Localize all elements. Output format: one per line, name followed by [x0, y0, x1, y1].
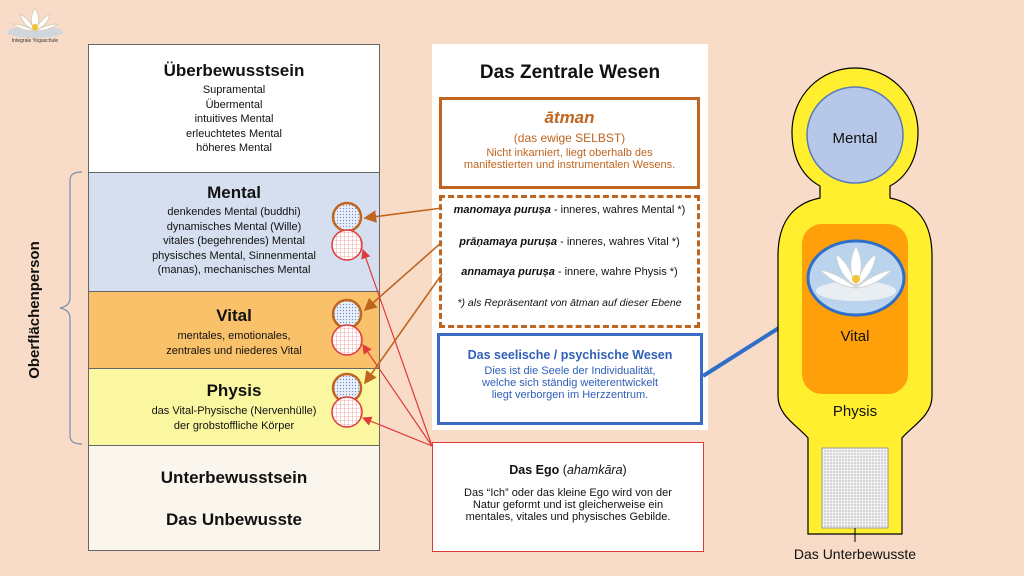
layer-line: vitales (begehrendes) Mental [163, 235, 305, 247]
ego-title: Das Ego (ahamkāra) [509, 463, 627, 477]
logo-caption: Integrale Yogaschule [11, 38, 59, 44]
purusha-desc: - inneres, wahres Vital *) [557, 236, 680, 248]
ego-line: mentales, vitales und physisches Gebilde. [465, 511, 671, 523]
layer-title-unbewusste: Das Unbewusste [165, 510, 303, 529]
seele-title: Das seelische / psychische Wesen [467, 348, 673, 362]
layer-line: erleuchtetes Mental [186, 127, 282, 140]
layer-line: physisches Mental, Sinnenmental [152, 249, 316, 262]
arrow-ego-mental [363, 250, 432, 446]
seele-line: Dies ist die Seele der Individualität, [484, 365, 656, 377]
layer-line: (manas), mechanisches Mental [157, 264, 311, 276]
figure-caption: Das Unterbewusste [793, 546, 917, 562]
purusha-desc: - inneres, wahres Mental *) [550, 204, 686, 216]
layer-line: Supramental [202, 84, 266, 96]
arrow-vital-purusha [365, 242, 442, 310]
ego-title-italic: ahamkāra [566, 463, 623, 477]
atman-title: ātman [544, 108, 595, 127]
layer-title: Überbewusstsein [163, 61, 305, 80]
layer-line: Übermental [205, 98, 263, 111]
mental-circles [332, 203, 362, 260]
layer-line: intuitives Mental [194, 113, 274, 125]
side-label: Oberflächenperson [26, 241, 43, 379]
ego-line: Natur geformt und ist gleicherweise ein [472, 499, 664, 511]
panel-title: Das Zentrale Wesen [479, 62, 661, 83]
figure-physis-label: Physis [832, 403, 878, 420]
layer-line: der grobstoffliche Körper [173, 419, 295, 432]
layer-title-unterbewusstsein: Unterbewusstsein [160, 468, 308, 487]
vital-circles [332, 300, 362, 355]
figure-mental-label: Mental [832, 130, 878, 147]
ego-title-text: Das Ego [509, 463, 560, 477]
purusha-term: manomaya puruṣa [453, 204, 551, 216]
arrow-ego-vital [363, 345, 432, 446]
layer-title: Physis [206, 381, 262, 400]
physis-circles [332, 374, 362, 427]
purusha-desc: - innere, wahre Physis *) [554, 266, 678, 278]
layer-line: das Vital-Physische (Nervenhülle) [151, 405, 317, 417]
arrow-ego-physis [363, 418, 432, 446]
unterbewusste-region [822, 448, 888, 528]
figure-vital-label: Vital [840, 328, 870, 345]
purusha-term: prāṇamaya puruṣa [459, 236, 558, 248]
atman-line: manifestierten und instrumentalen Wesens. [463, 159, 676, 171]
layer-line: denkendes Mental (buddhi) [167, 206, 301, 218]
layer-line: dynamisches Mental (Wille) [166, 220, 302, 233]
ego-line: Das “Ich” oder das kleine Ego wird von der [464, 487, 672, 499]
seele-line: welche sich ständig weiterentwickelt [481, 377, 659, 389]
layer-line: höheres Mental [196, 142, 272, 154]
atman-line: Nicht inkarniert, liegt oberhalb des [486, 147, 653, 159]
purusha-term: annamaya puruṣa [461, 266, 555, 278]
layer-title: Vital [216, 306, 252, 325]
lotus-icon [808, 241, 904, 315]
arrow-mental-purusha [365, 208, 442, 218]
atman-subtitle: (das ewige SELBST) [513, 131, 626, 145]
seele-line: liegt verborgen im Herzzentrum. [491, 389, 649, 401]
layer-line: mentales, emotionales, [177, 330, 291, 342]
layer-line: zentrales und niederes Vital [166, 344, 302, 357]
purusha-note: *) als Repräsentant von ātman auf dieser Ebene [457, 297, 682, 309]
layer-title: Mental [207, 183, 261, 202]
